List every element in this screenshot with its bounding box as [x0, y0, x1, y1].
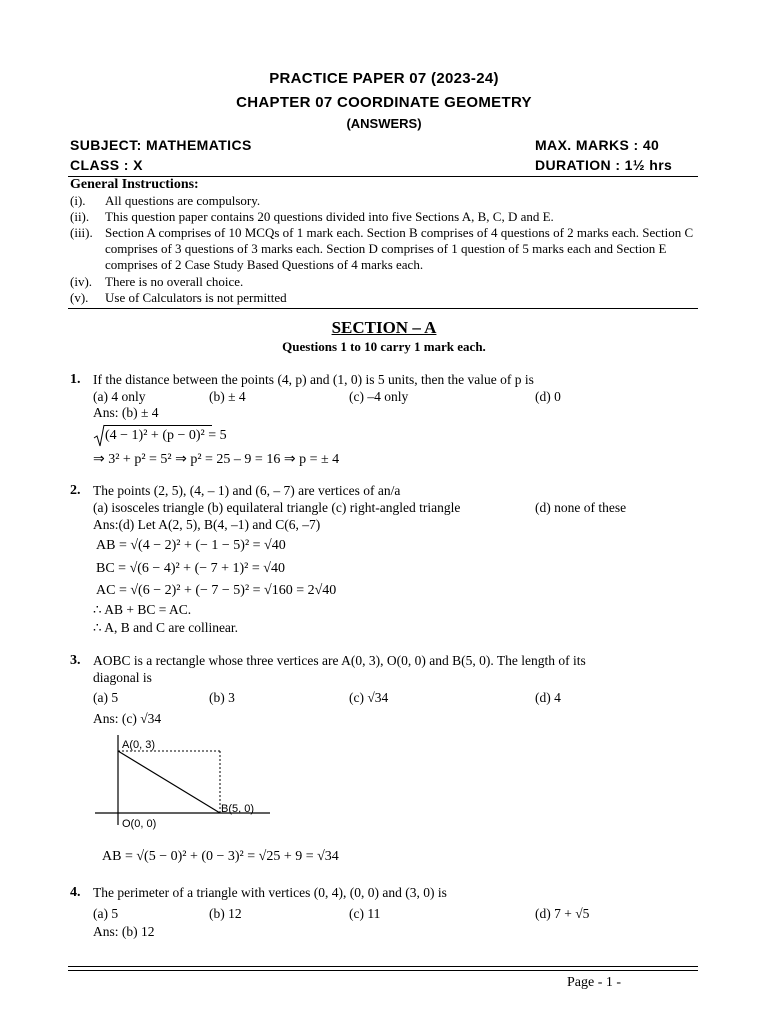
instruction-number: (i).	[70, 193, 86, 208]
question-text: diagonal is	[93, 670, 152, 685]
conclusion-line: ∴ AB + BC = AC.	[93, 602, 192, 617]
option-d: (d) 4	[535, 690, 561, 705]
working-line: ⇒ 3² + p² = 5² ⇒ p² = 25 – 9 = 16 ⇒ p = ± 4	[93, 452, 340, 467]
instruction-text: Use of Calculators is not permitted	[105, 290, 287, 305]
class-label: CLASS : X	[70, 157, 143, 173]
working-bc: BC = √(6 − 4)² + (− 7 + 1)² = √40	[96, 561, 285, 576]
question-number: 2.	[70, 483, 81, 498]
option-a: (a) 5	[93, 906, 119, 921]
point-a-label: A(0, 3)	[122, 739, 156, 751]
answer-text: Ans: (c) √34	[93, 711, 162, 726]
page-number: Page - 1 -	[567, 975, 622, 990]
conclusion-line: ∴ A, B and C are collinear.	[93, 620, 239, 635]
option-b: (b) 12	[209, 906, 242, 921]
question-text: AOBC is a rectangle whose three vertices are A(0, 3), O(0, 0) and B(5, 0). The length of its	[93, 653, 586, 668]
question-text: The perimeter of a triangle with vertices (0, 4), (0, 0) and (3, 0) is	[93, 885, 447, 900]
radical-bar	[104, 425, 212, 426]
instruction-item	[70, 290, 700, 306]
option-a: (a) 4 only	[93, 389, 146, 404]
instruction-item	[70, 193, 700, 209]
question-number: 3.	[70, 653, 81, 668]
duration-label: DURATION : 1½ hrs	[535, 157, 673, 173]
option-b: (b) 3	[209, 690, 235, 705]
footer-divider	[68, 970, 698, 971]
question-text: If the distance between the points (4, p) and (1, 0) is 5 units, then the value of p is	[93, 372, 534, 387]
option-b: (b) ± 4	[209, 389, 246, 404]
question-number: 4.	[70, 885, 81, 900]
instructions-divider	[68, 308, 698, 309]
working-ab: AB = √(5 − 0)² + (0 − 3)² = √25 + 9 = √34	[102, 849, 339, 864]
answer-text: Ans: (b) ± 4	[93, 405, 159, 420]
instruction-item	[70, 209, 700, 225]
option-d: (d) none of these	[535, 500, 627, 515]
answer-text: Ans: (b) 12	[93, 924, 155, 939]
answer-text: Ans:(d) Let A(2, 5), B(4, –1) and C(6, –7)	[93, 517, 321, 532]
paper-title: PRACTICE PAPER 07 (2023-24)	[269, 70, 499, 87]
question-text: The points (2, 5), (4, – 1) and (6, – 7) are vertices of an/a	[93, 483, 401, 498]
instruction-item	[70, 274, 700, 290]
instruction-number: (v).	[70, 290, 89, 305]
footer-divider	[68, 966, 698, 967]
point-b-label: B(5, 0)	[221, 803, 255, 815]
instruction-item	[70, 225, 700, 273]
instruction-text: Section A comprises of 10 MCQs of 1 mark each. Section B comprises of 4 questions of 2 marks each. Section C comprises of 3 questions of 3 marks each. Section D comprises of 1 question of 5 marks each and Section E comprises of 2 Case Study Based Questions of 4 marks each.	[105, 225, 694, 272]
max-marks-label: MAX. MARKS : 40	[535, 137, 660, 153]
options-line: (a) isosceles triangle (b) equilateral triangle (c) right-angled triangle	[93, 500, 461, 515]
chapter-title: CHAPTER 07 COORDINATE GEOMETRY	[236, 94, 532, 111]
question-number: 1.	[70, 372, 81, 387]
option-d: (d) 0	[535, 389, 561, 404]
subject-label: SUBJECT: MATHEMATICS	[70, 137, 252, 153]
working-line: (4 − 1)² + (p − 0)² = 5	[105, 428, 227, 443]
instructions-heading: General Instructions:	[70, 177, 199, 192]
instruction-number: (iii).	[70, 225, 93, 240]
option-c: (c) √34	[349, 690, 389, 705]
instruction-text: There is no overall choice.	[105, 274, 244, 289]
diagonal-ab	[118, 751, 220, 813]
rectangle-diagram	[95, 735, 285, 835]
point-o-label: O(0, 0)	[122, 818, 157, 830]
option-c: (c) –4 only	[349, 389, 409, 404]
option-d: (d) 7 + √5	[535, 906, 590, 921]
option-c: (c) 11	[349, 906, 381, 921]
section-title: SECTION – A	[331, 318, 437, 337]
instruction-text: All questions are compulsory.	[105, 193, 261, 208]
working-ac: AC = √(6 − 2)² + (− 7 − 5)² = √160 = 2√40	[96, 583, 337, 598]
answers-subtitle: (ANSWERS)	[346, 116, 422, 131]
working-ab: AB = √(4 − 2)² + (− 1 − 5)² = √40	[96, 538, 286, 553]
instruction-number: (ii).	[70, 209, 90, 224]
option-a: (a) 5	[93, 690, 119, 705]
instruction-text: This question paper contains 20 questions divided into five Sections A, B, C, D and E.	[105, 209, 554, 224]
instruction-number: (iv).	[70, 274, 93, 289]
radical-sign	[93, 424, 105, 448]
section-subtitle: Questions 1 to 10 carry 1 mark each.	[282, 339, 486, 354]
